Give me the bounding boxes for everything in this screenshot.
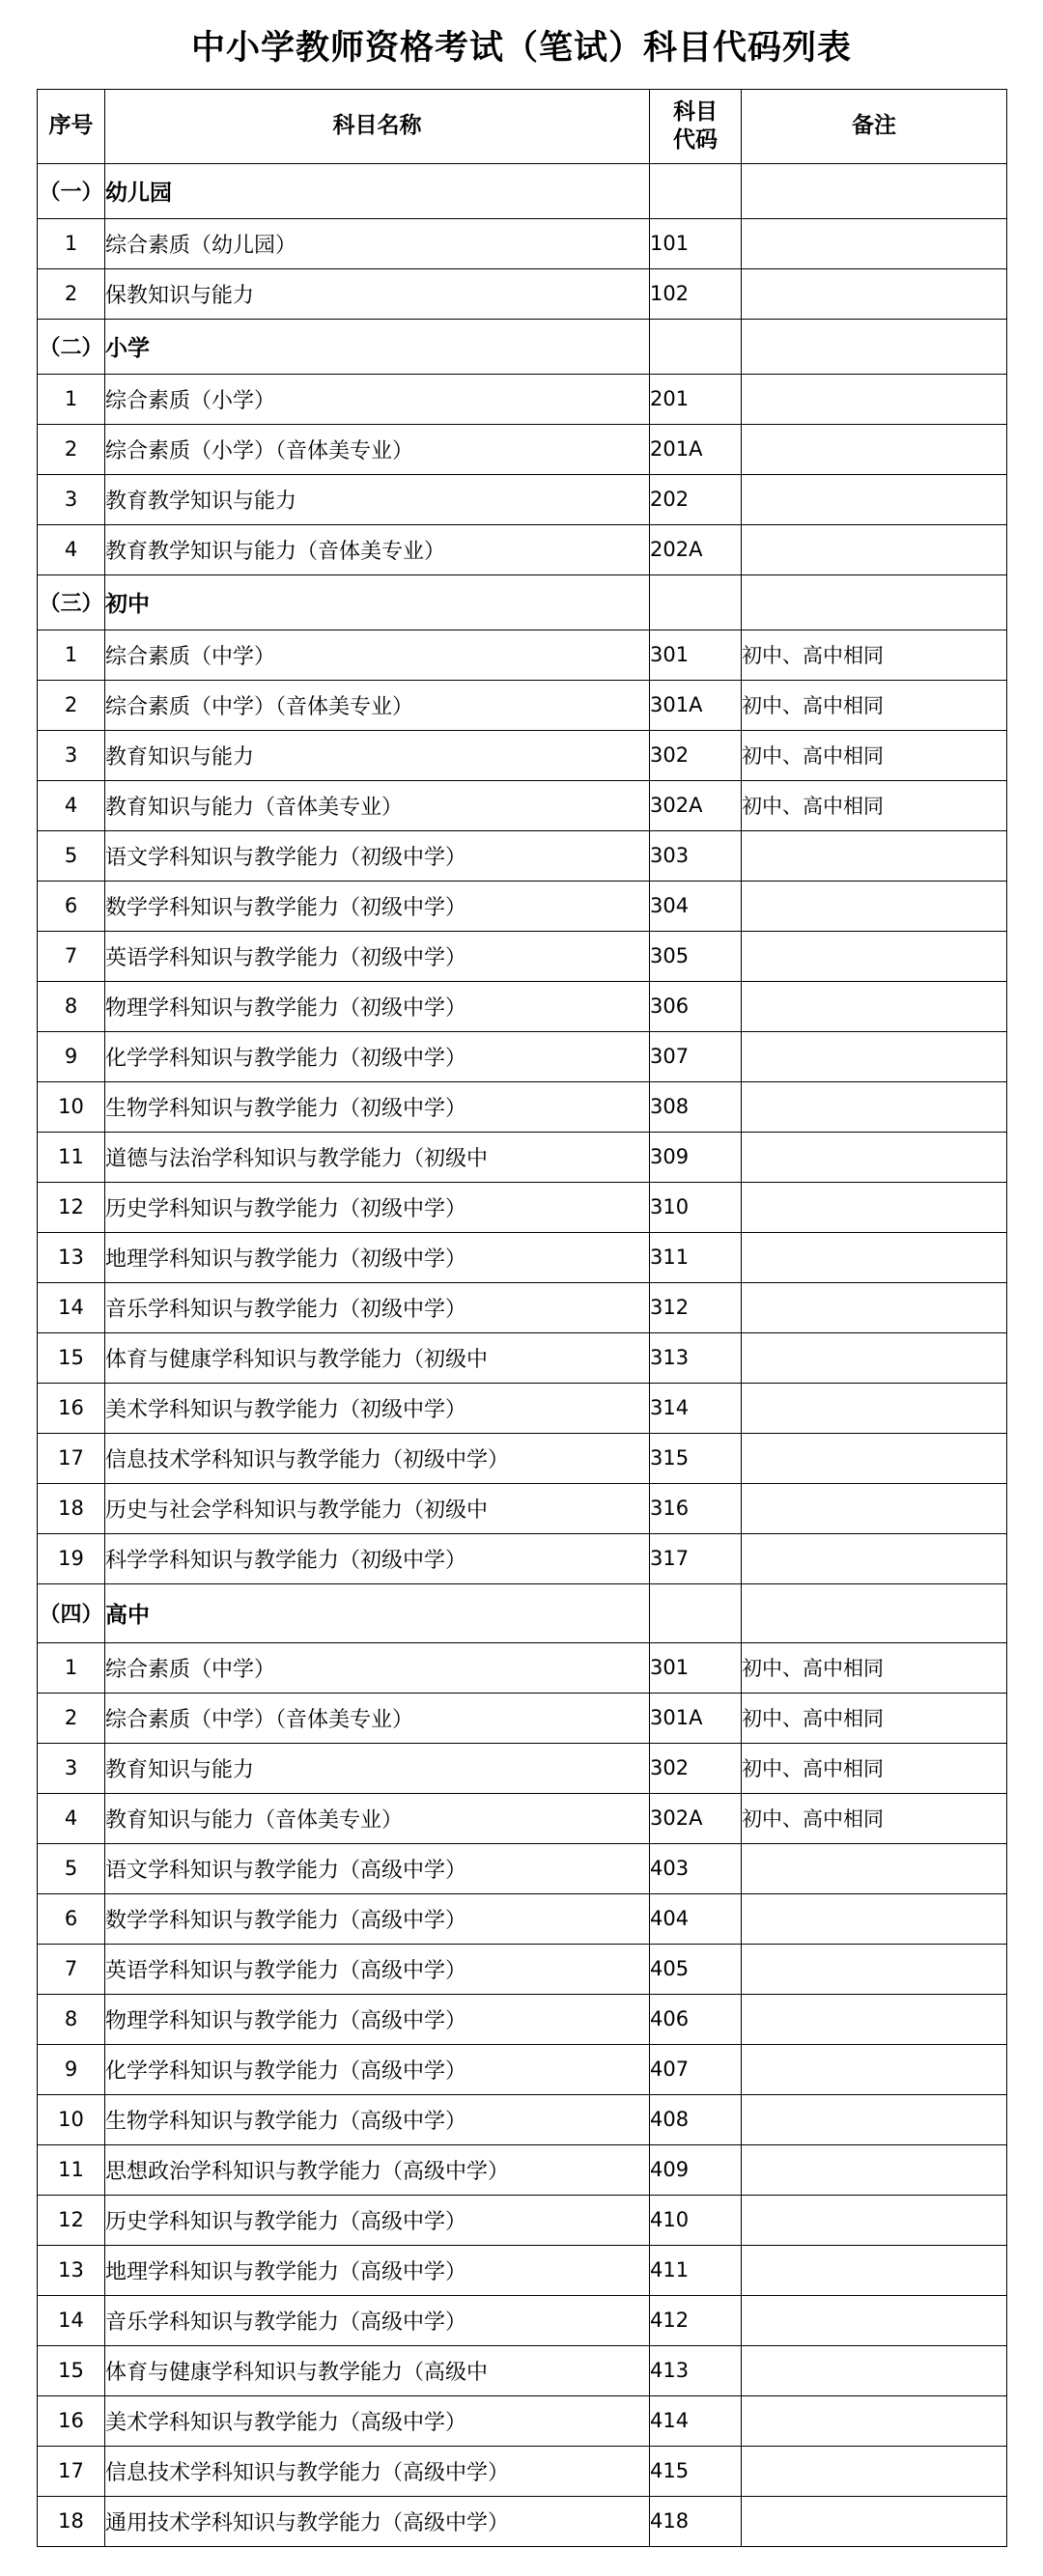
cell-subject-code: 202A	[650, 524, 742, 574]
cell-subject-code: 301A	[650, 680, 742, 730]
cell-no: 18	[38, 1483, 105, 1533]
cell-no: 13	[38, 1232, 105, 1282]
cell-remark	[742, 1031, 1007, 1081]
cell-no: （三）	[38, 574, 105, 630]
cell-subject-name: 综合素质（小学）（音体美专业）	[105, 424, 650, 474]
cell-no: 9	[38, 2044, 105, 2094]
table-row	[38, 1743, 1007, 1793]
table-row	[38, 1182, 1007, 1232]
cell-no: 12	[38, 1182, 105, 1232]
cell-subject-name: 通用技术学科知识与教学能力（高级中学）	[105, 2496, 650, 2546]
table-row	[38, 1483, 1007, 1533]
cell-subject-name: 教育知识与能力	[105, 1743, 650, 1793]
cell-no: （二）	[38, 319, 105, 374]
cell-no: 6	[38, 1893, 105, 1944]
cell-subject-code: 314	[650, 1383, 742, 1433]
table-row	[38, 981, 1007, 1031]
cell-subject-name: 生物学科知识与教学能力（初级中学）	[105, 1081, 650, 1132]
cell-subject-code: 407	[650, 2044, 742, 2094]
table-row	[38, 1132, 1007, 1182]
cell-subject-code: 317	[650, 1533, 742, 1583]
table-header	[38, 89, 1007, 163]
cell-subject-code: 316	[650, 1483, 742, 1533]
cell-remark	[742, 1332, 1007, 1383]
cell-remark	[742, 2144, 1007, 2195]
cell-subject-code: 303	[650, 830, 742, 881]
cell-no: 10	[38, 1081, 105, 1132]
cell-remark	[742, 1483, 1007, 1533]
cell-no: 2	[38, 268, 105, 319]
table-row	[38, 374, 1007, 424]
cell-remark	[742, 981, 1007, 1031]
table-row	[38, 2345, 1007, 2395]
table-row	[38, 2446, 1007, 2496]
table-row	[38, 830, 1007, 881]
cell-subject-code: 411	[650, 2245, 742, 2295]
cell-subject-name: 历史学科知识与教学能力（初级中学）	[105, 1182, 650, 1232]
table-row	[38, 524, 1007, 574]
cell-subject-name: 物理学科知识与教学能力（初级中学）	[105, 981, 650, 1031]
cell-no: 10	[38, 2094, 105, 2144]
table-row	[38, 931, 1007, 981]
table-row	[38, 1642, 1007, 1693]
cell-subject-name: 小学	[105, 319, 650, 374]
table-body	[38, 163, 1007, 2546]
cell-subject-name: 英语学科知识与教学能力（初级中学）	[105, 931, 650, 981]
cell-no: 19	[38, 1533, 105, 1583]
cell-no: 11	[38, 1132, 105, 1182]
cell-subject-name: 美术学科知识与教学能力（高级中学）	[105, 2395, 650, 2446]
table-row	[38, 2295, 1007, 2345]
cell-no: 4	[38, 524, 105, 574]
table-row	[38, 218, 1007, 268]
cell-remark	[742, 1182, 1007, 1232]
cell-subject-code: 302A	[650, 780, 742, 830]
cell-no: 7	[38, 1944, 105, 1994]
column-header-no: 序号	[38, 89, 105, 163]
cell-subject-code: 201	[650, 374, 742, 424]
cell-subject-name: 教育知识与能力（音体美专业）	[105, 1793, 650, 1843]
cell-remark	[742, 2345, 1007, 2395]
table-row	[38, 881, 1007, 931]
cell-no: 2	[38, 1693, 105, 1743]
cell-no: 15	[38, 2345, 105, 2395]
cell-remark	[742, 1081, 1007, 1132]
table-row	[38, 2245, 1007, 2295]
cell-subject-name: 美术学科知识与教学能力（初级中学）	[105, 1383, 650, 1433]
cell-subject-name: 教育教学知识与能力	[105, 474, 650, 524]
cell-subject-code: 301A	[650, 1693, 742, 1743]
cell-subject-code: 408	[650, 2094, 742, 2144]
cell-subject-code: 307	[650, 1031, 742, 1081]
table-row	[38, 424, 1007, 474]
table-group-row	[38, 319, 1007, 374]
cell-subject-code: 415	[650, 2446, 742, 2496]
table-row	[38, 1533, 1007, 1583]
cell-subject-code	[650, 319, 742, 374]
cell-remark	[742, 2395, 1007, 2446]
cell-no: 14	[38, 1282, 105, 1332]
table-row	[38, 1893, 1007, 1944]
cell-remark	[742, 1533, 1007, 1583]
table-group-row	[38, 574, 1007, 630]
cell-subject-name: 思想政治学科知识与教学能力（高级中学）	[105, 2144, 650, 2195]
cell-subject-code	[650, 163, 742, 218]
cell-subject-code: 101	[650, 218, 742, 268]
cell-no: 15	[38, 1332, 105, 1383]
table-row	[38, 1383, 1007, 1433]
cell-subject-code: 405	[650, 1944, 742, 1994]
cell-no: 12	[38, 2195, 105, 2245]
cell-remark	[742, 1232, 1007, 1282]
cell-subject-name: 生物学科知识与教学能力（高级中学）	[105, 2094, 650, 2144]
cell-no: 2	[38, 424, 105, 474]
cell-no: 5	[38, 830, 105, 881]
cell-subject-name: 历史学科知识与教学能力（高级中学）	[105, 2195, 650, 2245]
cell-subject-code: 304	[650, 881, 742, 931]
cell-subject-code: 309	[650, 1132, 742, 1182]
cell-remark	[742, 319, 1007, 374]
cell-subject-name: 初中	[105, 574, 650, 630]
cell-subject-name: 保教知识与能力	[105, 268, 650, 319]
column-header-code-line2: 代码	[673, 126, 718, 153]
cell-subject-code: 302	[650, 1743, 742, 1793]
cell-subject-code: 308	[650, 1081, 742, 1132]
cell-subject-name: 音乐学科知识与教学能力（高级中学）	[105, 2295, 650, 2345]
table-row	[38, 1693, 1007, 1743]
cell-remark	[742, 524, 1007, 574]
cell-subject-code: 403	[650, 1843, 742, 1893]
table-row	[38, 730, 1007, 780]
cell-subject-name: 语文学科知识与教学能力（高级中学）	[105, 1843, 650, 1893]
cell-remark	[742, 1843, 1007, 1893]
cell-subject-name: 道德与法治学科知识与教学能力（初级中	[105, 1132, 650, 1182]
cell-subject-name: 信息技术学科知识与教学能力（初级中学）	[105, 1433, 650, 1483]
table-row	[38, 2195, 1007, 2245]
cell-no: 3	[38, 730, 105, 780]
column-header-code-line1: 科目	[673, 99, 718, 126]
cell-subject-code: 418	[650, 2496, 742, 2546]
cell-remark	[742, 1994, 1007, 2044]
column-header-remark: 备注	[742, 89, 1007, 163]
cell-subject-code: 301	[650, 1642, 742, 1693]
table-row	[38, 1031, 1007, 1081]
cell-no: 14	[38, 2295, 105, 2345]
subject-code-table	[37, 89, 1007, 2547]
cell-subject-code: 404	[650, 1893, 742, 1944]
cell-remark: 初中、高中相同	[742, 630, 1007, 680]
cell-subject-code	[650, 574, 742, 630]
cell-subject-code: 409	[650, 2144, 742, 2195]
table-row	[38, 2496, 1007, 2546]
table-row	[38, 1793, 1007, 1843]
cell-remark	[742, 424, 1007, 474]
table-row	[38, 1433, 1007, 1483]
cell-no: 9	[38, 1031, 105, 1081]
table-row	[38, 2044, 1007, 2094]
cell-remark	[742, 1433, 1007, 1483]
cell-subject-name: 综合素质（中学）	[105, 630, 650, 680]
cell-remark: 初中、高中相同	[742, 780, 1007, 830]
cell-no: 17	[38, 1433, 105, 1483]
cell-subject-code: 410	[650, 2195, 742, 2245]
cell-no: 4	[38, 1793, 105, 1843]
cell-remark	[742, 1893, 1007, 1944]
cell-no: 4	[38, 780, 105, 830]
cell-subject-code: 302	[650, 730, 742, 780]
cell-subject-code: 311	[650, 1232, 742, 1282]
cell-no: 16	[38, 2395, 105, 2446]
cell-subject-name: 体育与健康学科知识与教学能力（初级中	[105, 1332, 650, 1383]
cell-remark	[742, 2496, 1007, 2546]
cell-no: 17	[38, 2446, 105, 2496]
cell-no: （一）	[38, 163, 105, 218]
cell-subject-code: 310	[650, 1182, 742, 1232]
cell-subject-code	[650, 1583, 742, 1642]
cell-subject-name: 数学学科知识与教学能力（高级中学）	[105, 1893, 650, 1944]
cell-remark	[742, 163, 1007, 218]
cell-subject-name: 综合素质（中学）	[105, 1642, 650, 1693]
page-title: 中小学教师资格考试（笔试）科目代码列表	[190, 29, 852, 68]
table-header-row	[38, 89, 1007, 163]
cell-subject-name: 幼儿园	[105, 163, 650, 218]
cell-subject-name: 英语学科知识与教学能力（高级中学）	[105, 1944, 650, 1994]
cell-remark: 初中、高中相同	[742, 1642, 1007, 1693]
cell-remark	[742, 2245, 1007, 2295]
table-row	[38, 474, 1007, 524]
cell-no: 1	[38, 218, 105, 268]
cell-no: 11	[38, 2144, 105, 2195]
cell-subject-code: 102	[650, 268, 742, 319]
cell-subject-name: 音乐学科知识与教学能力（初级中学）	[105, 1282, 650, 1332]
cell-no: 3	[38, 1743, 105, 1793]
cell-subject-name: 数学学科知识与教学能力（初级中学）	[105, 881, 650, 931]
table-row	[38, 2144, 1007, 2195]
cell-no: 8	[38, 981, 105, 1031]
table-row	[38, 268, 1007, 319]
cell-subject-code: 413	[650, 2345, 742, 2395]
cell-remark	[742, 218, 1007, 268]
cell-remark	[742, 268, 1007, 319]
cell-remark	[742, 1583, 1007, 1642]
cell-subject-code: 202	[650, 474, 742, 524]
cell-remark	[742, 1383, 1007, 1433]
table-row	[38, 630, 1007, 680]
cell-subject-code: 414	[650, 2395, 742, 2446]
cell-no: 18	[38, 2496, 105, 2546]
cell-no: 7	[38, 931, 105, 981]
cell-remark	[742, 574, 1007, 630]
table-row	[38, 2094, 1007, 2144]
cell-remark	[742, 374, 1007, 424]
cell-remark	[742, 474, 1007, 524]
cell-subject-name: 历史与社会学科知识与教学能力（初级中	[105, 1483, 650, 1533]
cell-remark	[742, 2044, 1007, 2094]
cell-no: 8	[38, 1994, 105, 2044]
cell-no: 1	[38, 374, 105, 424]
column-header-name: 科目名称	[105, 89, 650, 163]
table-row	[38, 1994, 1007, 2044]
cell-subject-name: 科学学科知识与教学能力（初级中学）	[105, 1533, 650, 1583]
cell-subject-name: 信息技术学科知识与教学能力（高级中学）	[105, 2446, 650, 2496]
cell-remark: 初中、高中相同	[742, 730, 1007, 780]
cell-subject-name: 化学学科知识与教学能力（高级中学）	[105, 2044, 650, 2094]
cell-no: 6	[38, 881, 105, 931]
cell-subject-code: 315	[650, 1433, 742, 1483]
cell-subject-name: 语文学科知识与教学能力（初级中学）	[105, 830, 650, 881]
column-header-code	[650, 89, 742, 163]
cell-subject-code: 201A	[650, 424, 742, 474]
table-row	[38, 1332, 1007, 1383]
cell-no: 3	[38, 474, 105, 524]
cell-no: 1	[38, 630, 105, 680]
cell-subject-name: 体育与健康学科知识与教学能力（高级中	[105, 2345, 650, 2395]
cell-subject-code: 305	[650, 931, 742, 981]
table-row	[38, 1944, 1007, 1994]
cell-remark	[742, 830, 1007, 881]
cell-subject-code: 301	[650, 630, 742, 680]
cell-subject-name: 教育知识与能力（音体美专业）	[105, 780, 650, 830]
cell-remark	[742, 2094, 1007, 2144]
cell-remark	[742, 2446, 1007, 2496]
cell-no: 13	[38, 2245, 105, 2295]
table-row	[38, 1282, 1007, 1332]
cell-subject-code: 412	[650, 2295, 742, 2345]
table-row	[38, 1232, 1007, 1282]
cell-no: 16	[38, 1383, 105, 1433]
cell-no: 5	[38, 1843, 105, 1893]
cell-subject-code: 306	[650, 981, 742, 1031]
cell-subject-name: 教育教学知识与能力（音体美专业）	[105, 524, 650, 574]
cell-subject-name: 综合素质（幼儿园）	[105, 218, 650, 268]
table-group-row	[38, 1583, 1007, 1642]
cell-subject-name: 综合素质（小学）	[105, 374, 650, 424]
table-row	[38, 1843, 1007, 1893]
table-row	[38, 1081, 1007, 1132]
cell-subject-name: 物理学科知识与教学能力（高级中学）	[105, 1994, 650, 2044]
cell-remark	[742, 881, 1007, 931]
cell-subject-name: 地理学科知识与教学能力（高级中学）	[105, 2245, 650, 2295]
cell-subject-name: 高中	[105, 1583, 650, 1642]
cell-remark	[742, 931, 1007, 981]
table-group-row	[38, 163, 1007, 218]
cell-remark	[742, 1132, 1007, 1182]
cell-remark	[742, 1944, 1007, 1994]
cell-subject-name: 化学学科知识与教学能力（初级中学）	[105, 1031, 650, 1081]
table-row	[38, 680, 1007, 730]
cell-subject-name: 教育知识与能力	[105, 730, 650, 780]
cell-subject-name: 综合素质（中学）（音体美专业）	[105, 680, 650, 730]
cell-no: 1	[38, 1642, 105, 1693]
cell-remark	[742, 1282, 1007, 1332]
cell-subject-name: 地理学科知识与教学能力（初级中学）	[105, 1232, 650, 1282]
cell-no: 2	[38, 680, 105, 730]
cell-subject-code: 312	[650, 1282, 742, 1332]
cell-remark: 初中、高中相同	[742, 1693, 1007, 1743]
cell-remark: 初中、高中相同	[742, 1793, 1007, 1843]
cell-remark	[742, 2195, 1007, 2245]
table-row	[38, 2395, 1007, 2446]
cell-remark: 初中、高中相同	[742, 680, 1007, 730]
cell-subject-name: 综合素质（中学）（音体美专业）	[105, 1693, 650, 1743]
cell-subject-code: 406	[650, 1994, 742, 2044]
table-row	[38, 780, 1007, 830]
cell-no: （四）	[38, 1583, 105, 1642]
cell-remark: 初中、高中相同	[742, 1743, 1007, 1793]
cell-subject-code: 302A	[650, 1793, 742, 1843]
cell-remark	[742, 2295, 1007, 2345]
cell-subject-code: 313	[650, 1332, 742, 1383]
